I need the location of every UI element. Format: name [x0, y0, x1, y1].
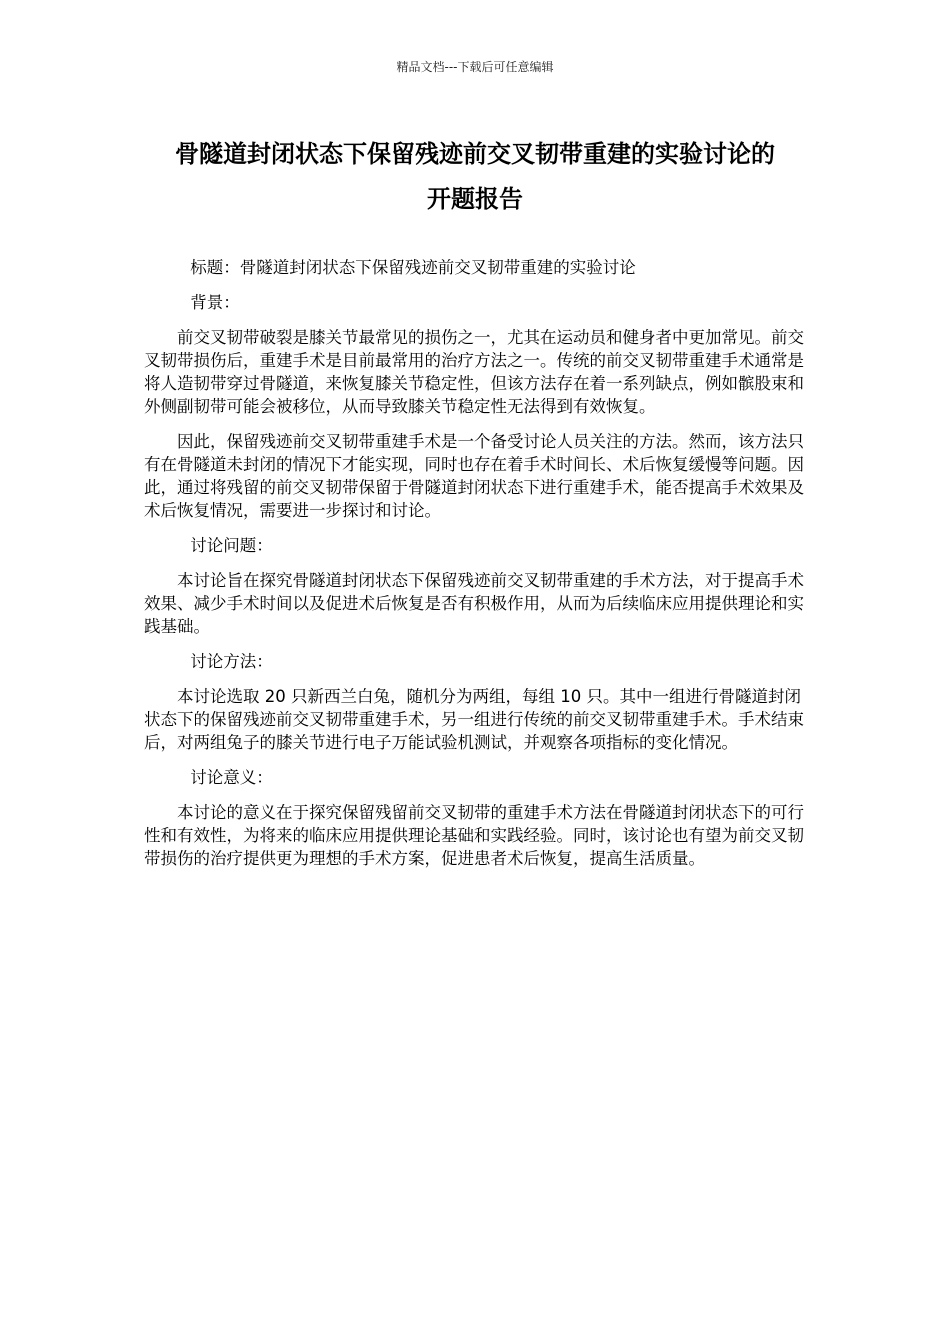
- background-paragraph-1: 前交叉韧带破裂是膝关节最常见的损伤之一，尤其在运动员和健身者中更加常见。前交叉韧带损伤后，重建手术是目前最常用的治疗方法之一。传统的前交叉韧带重建手术通常是将人造韧带穿过骨隧道，来恢复膝关节稳定性，但该方法存在着一系列缺点，例如髌股束和外侧副韧带可能会被移位，从而导致膝关节稳定性无法得到有效恢复。: [144, 328, 804, 416]
- document-body: [144, 256, 806, 882]
- method-label: 讨论方法：: [190, 652, 273, 671]
- significance-paragraph: 本讨论的意义在于探究保留残留前交叉韧带的重建手术方法在骨隧道封闭状态下的可行性和有效性，为将来的临床应用提供理论基础和实践经验。同时，该讨论也有望为前交叉韧带损伤的治疗提供更为理想的手术方案，促进患者术后恢复，提高生活质量。: [144, 803, 804, 868]
- title-line-1: 骨隧道封闭状态下保留残迹前交叉韧带重建的实验讨论的: [175, 140, 775, 168]
- background-paragraph-2: 因此，保留残迹前交叉韧带重建手术是一个备受讨论人员关注的方法。然而，该方法只有在骨隧道未封闭的情况下才能实现，同时也存在着手术时间长、术后恢复缓慢等问题。因此，通过将残留的前交叉韧带保留于骨隧道封闭状态下进行重建手术，能否提高手术效果及术后恢复情况，需要进一步探讨和讨论。: [144, 432, 804, 520]
- title-line-2: 开题报告: [427, 185, 523, 213]
- background-label: 背景：: [190, 293, 240, 312]
- header-note: 精品文档---下载后可任意编辑: [396, 60, 554, 74]
- document-title: [130, 132, 820, 222]
- subject-line: 标题：骨隧道封闭状态下保留残迹前交叉韧带重建的实验讨论: [190, 258, 636, 277]
- significance-label: 讨论意义：: [190, 768, 273, 787]
- question-paragraph: 本讨论旨在探究骨隧道封闭状态下保留残迹前交叉韧带重建的手术方法，对于提高手术效果、减少手术时间以及促进术后恢复是否有积极作用，从而为后续临床应用提供理论和实践基础。: [144, 571, 804, 636]
- question-label: 讨论问题：: [190, 536, 273, 555]
- method-paragraph: 本讨论选取 20 只新西兰白兔，随机分为两组，每组 10 只。其中一组进行骨隧道封闭状态下的保留残迹前交叉韧带重建手术，另一组进行传统的前交叉韧带重建手术。手术结束后，对两组兔子的膝关节进行电子万能试验机测试，并观察各项指标的变化情况。: [144, 687, 804, 752]
